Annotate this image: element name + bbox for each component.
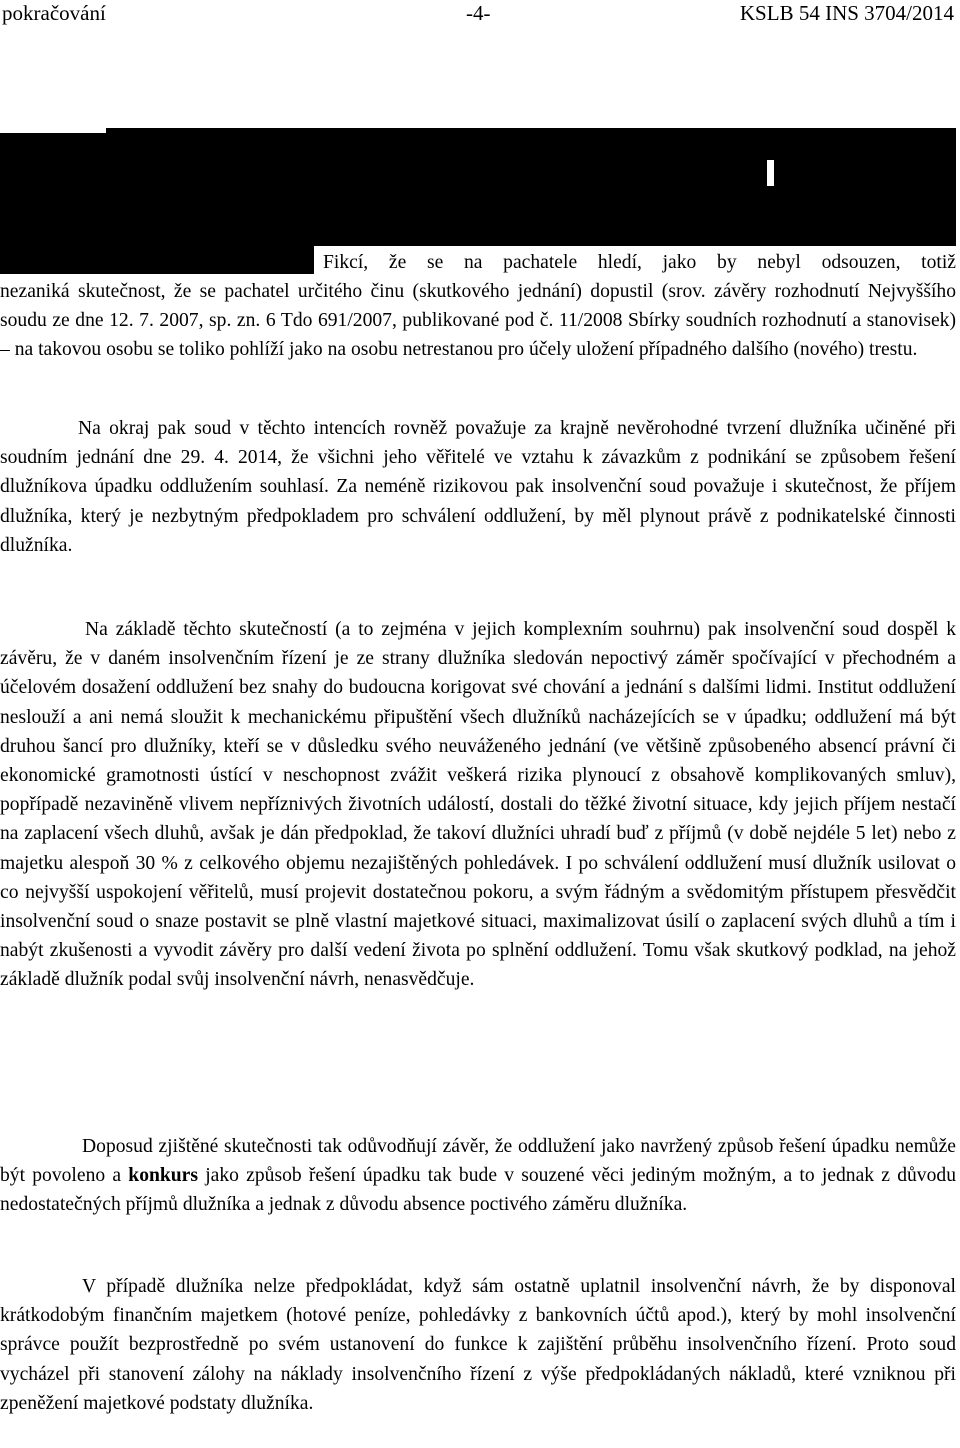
paragraph-4-bold-term: konkurs [128,1165,199,1187]
paragraph-1-first-line: Fikcí, že se na pachatele hledí, jako by nebyl odsouzen, totiž [323,252,956,273]
header-continuation-label: pokračování [2,1,106,25]
paragraph-1: nezaniká skutečnost, že se pachatel určitého činu (skutkového jednání) dopustil (srov. závěry rozhodnutí Nejvyššího soudu ze dne 12. 7. 2007, sp. zn. 6 Tdo 691/2007, publikované pod č. 11/2008 Sbírky soudních rozhodnutí a stanovisek) – na takovou osobu se toliko pohlíží jako na osobu netrestanou pro účely uložení případného dalšího (nového) trestu. [0,281,956,361]
page-number: -4- [466,1,491,25]
paragraph-2: Na okraj pak soud v těchto intencích rovněž považuje za krajně nevěrohodné tvrzení dlužníka učiněné při soudním jednání dne 29. 4. 2014, že všichni jeho věřitelé ve vztahu k závazkům z podnikání se způsobem řešení dlužníkova úpadku oddlužením souhlasí. Za neméně rizikovou pak insolvenční soud považuje i skutečnost, že příjem dlužníka, který je nezbytným předpokladem pro schválení oddlužení, by měl plynout právě z podnikatelské činnosti dlužníka. [0,418,956,556]
page-header [0,0,960,28]
paragraph-5: V případě dlužníka nelze předpokládat, když sám ostatně uplatnil insolvenční návrh, že by disponoval krátkodobým finančním majetkem (hotové peníze, pohledávky z bankovních účtů apod.), který by mohl insolvenční správce použít bezprostředně po svém ustanovení do funkce k zajištění průběhu insolvenčního řízení. Proto soud vycházel při stanovení zálohy na náklady insolvenčního řízení z výše předpokládaných nákladů, které vzniknou při zpeněžení majetkové podstaty dlužníka. [0,1276,956,1414]
paragraph-3: Na základě těchto skutečností (a to zejména v jejich komplexním souhrnu) pak insolvenční soud dospěl k závěru, že v daném insolvenčním řízení je ze strany dlužníka sledován nepoctivý záměr spočívající v přechodném a účelovém dosažení oddlužení bez snahy do budoucna korigovat své chování a jednání s dalšími lidmi. Institut oddlužení neslouží a ani nemá sloužit k mechanickému připuštění všech dlužníků nacházejících se v úpadku; oddlužení má být druhou šancí pro dlužníky, kteří se v důsledku svého neuváženého jednání (ve většině způsobeného absencí právní či ekonomické gramotnosti ústící v neschopnost zvážit veškerá rizika plynoucí z obsahově komplikovaných smluv), popřípadě nezaviněně vlivem nepříznivých životních událostí, dostali do těžké životní situace, kdy jejich příjem nestačí na zaplacení všech dluhů, avšak je dán předpoklad, že takoví dlužníci uhradí buď z příjmů (v době nejdéle 5 let) nebo z majetku alespoň 30 % z celkového objemu nezajištěných pohledávek. I po schválení oddlužení musí dlužník usilovat o co nejvyšší uspokojení věřitelů, musí projevit dostatečnou pokoru, a svým řádným a svědomitým přístupem přesvědčit insolvenční soud o snaze postavit se plně vlastní majetkové situaci, maximalizovat úsilí o zaplacení svých dluhů a tím i nabýt zkušenosti a vyvodit závěry pro další vedení života po splnění oddlužení. Tomu však skutkový podklad, na jehož základě dlužník podal svůj insolvenční návrh, nenasvědčuje. [0,619,956,991]
paragraph-4-text-before: Doposud zjištěné skutečnosti tak odůvodňují závěr, že oddlužení jako navržený způsob řešení úpadku nemůže být povoleno a [0,1136,956,1187]
redaction-block [106,128,956,246]
case-number: KSLB 54 INS 3704/2014 [739,1,954,25]
redaction-block [0,133,110,274]
paragraph-4 [0,1132,956,1220]
redaction-artifact [767,160,774,186]
paragraph-4-text-after: jako způsob řešení úpadku tak bude v souzené věci jediným možným, a to jednak z důvodu nedostatečných příjmů dlužníka a jednak z důvodu absence poctivého záměru dlužníka. [0,1165,956,1216]
redaction-block [106,240,314,274]
